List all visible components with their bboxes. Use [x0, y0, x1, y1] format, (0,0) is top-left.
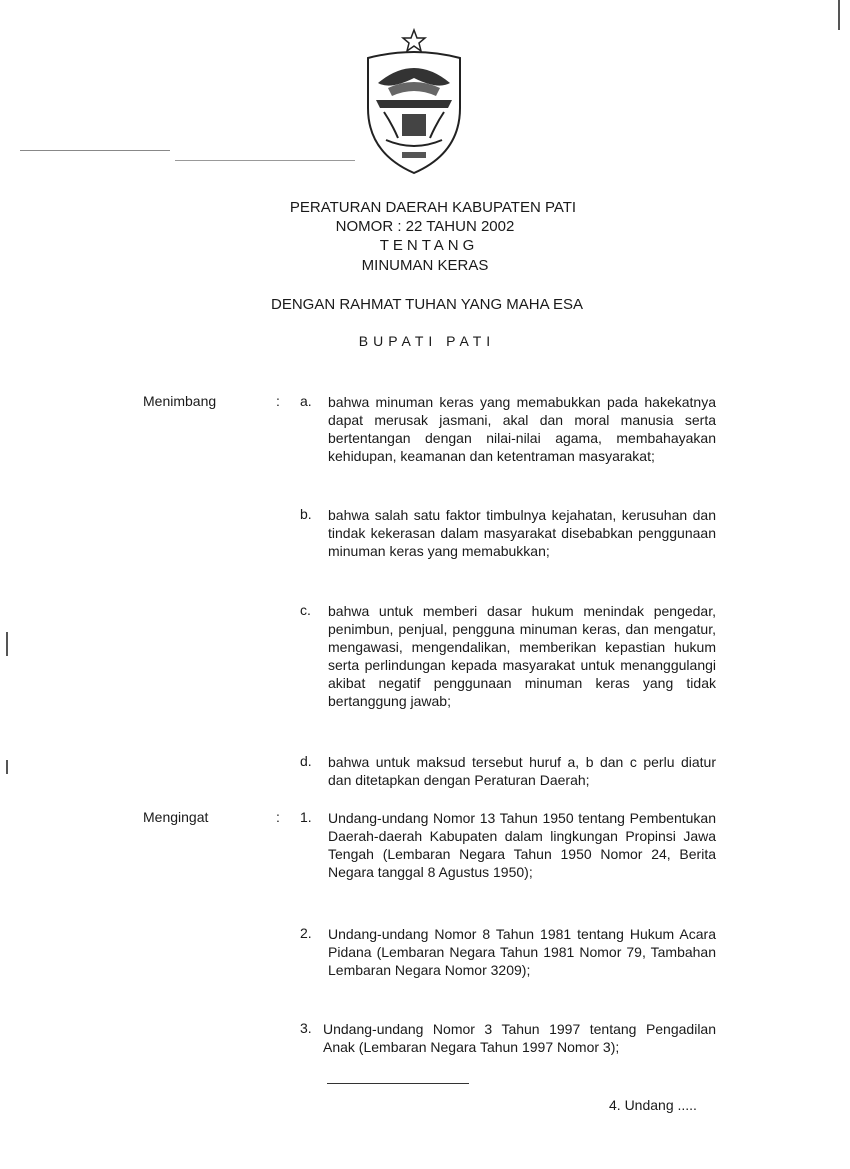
- menimbang-item-marker: c.: [300, 602, 311, 618]
- mengingat-item-text: Undang-undang Nomor 8 Tahun 1981 tentang Hukum Acara Pidana (Lembaran Negara Tahun 1981 Nomor 79, Tambahan Lembaran Negara Nomor 3209);: [328, 926, 716, 978]
- mengingat-item-text: Undang-undang Nomor 13 Tahun 1950 tentang Pembentukan Daerah-daerah Kabupaten dalam lingkungan Propinsi Jawa Tengah (Lembaran Negara Tahun 1950 Nomor 24, Berita Negara tanggal 8 Agustus 1950);: [328, 810, 716, 880]
- issuing-authority: BUPATI PATI: [358, 333, 496, 349]
- mengingat-item-marker: 3.: [300, 1020, 312, 1036]
- menimbang-item-marker: d.: [300, 753, 312, 769]
- scan-mark-artifact: [6, 760, 8, 774]
- scan-mark-artifact: [838, 0, 840, 30]
- page-continuation: 4. Undang .....: [609, 1097, 697, 1113]
- regency-coat-of-arms-icon: [358, 28, 470, 178]
- menimbang-item-text: bahwa salah satu faktor timbulnya kejahatan, kerusuhan dan tindak kekerasan dalam masyarakat disebabkan penggunaan minuman keras yang memabukkan;: [328, 507, 716, 559]
- menimbang-item-marker: b.: [300, 506, 312, 522]
- mengingat-label: Mengingat: [143, 809, 209, 825]
- mengingat-item-text: Undang-undang Nomor 3 Tahun 1997 tentang Pengadilan Anak (Lembaran Negara Tahun 1997 Nomor 3);: [323, 1021, 716, 1055]
- menimbang-label: Menimbang: [143, 393, 217, 409]
- footer-divider: [327, 1083, 469, 1084]
- preamble-blessing: DENGAN RAHMAT TUHAN YANG MAHA ESA: [270, 296, 583, 313]
- menimbang-colon: :: [276, 393, 280, 409]
- mengingat-colon: :: [276, 809, 280, 825]
- menimbang-item-marker: a.: [300, 393, 312, 409]
- regulation-number: NOMOR : 22 TAHUN 2002: [335, 218, 515, 235]
- regulation-subject: MINUMAN KERAS: [361, 257, 489, 274]
- scan-line-artifact: [20, 150, 170, 151]
- menimbang-item-text: bahwa untuk maksud tersebut huruf a, b dan c perlu diatur dan ditetapkan dengan Peraturan Daerah;: [328, 754, 716, 788]
- menimbang-item-text: bahwa minuman keras yang memabukkan pada hakekatnya dapat merusak jasmani, akal dan moral manusia serta bertentangan dengan nilai-nilai agama, membahayakan kehidupan, keamanan dan ketentraman masyarakat;: [328, 394, 716, 464]
- menimbang-item-text: bahwa untuk memberi dasar hukum menindak pengedar, penimbun, penjual, pengguna minuman keras, dan mengatur, mengawasi, mengendalikan, memberikan kepastian hukum serta perlindungan kepada masyarakat untuk menanggulangi akibat negatif penggunaan minuman keras yang tidak bertanggung jawab;: [328, 603, 716, 709]
- regulation-about: TENTANG: [379, 237, 479, 254]
- scan-mark-artifact: [6, 632, 8, 656]
- mengingat-item-marker: 1.: [300, 809, 312, 825]
- mengingat-item-marker: 2.: [300, 925, 312, 941]
- scan-line-artifact: [175, 160, 355, 161]
- regulation-title: PERATURAN DAERAH KABUPATEN PATI: [289, 199, 577, 216]
